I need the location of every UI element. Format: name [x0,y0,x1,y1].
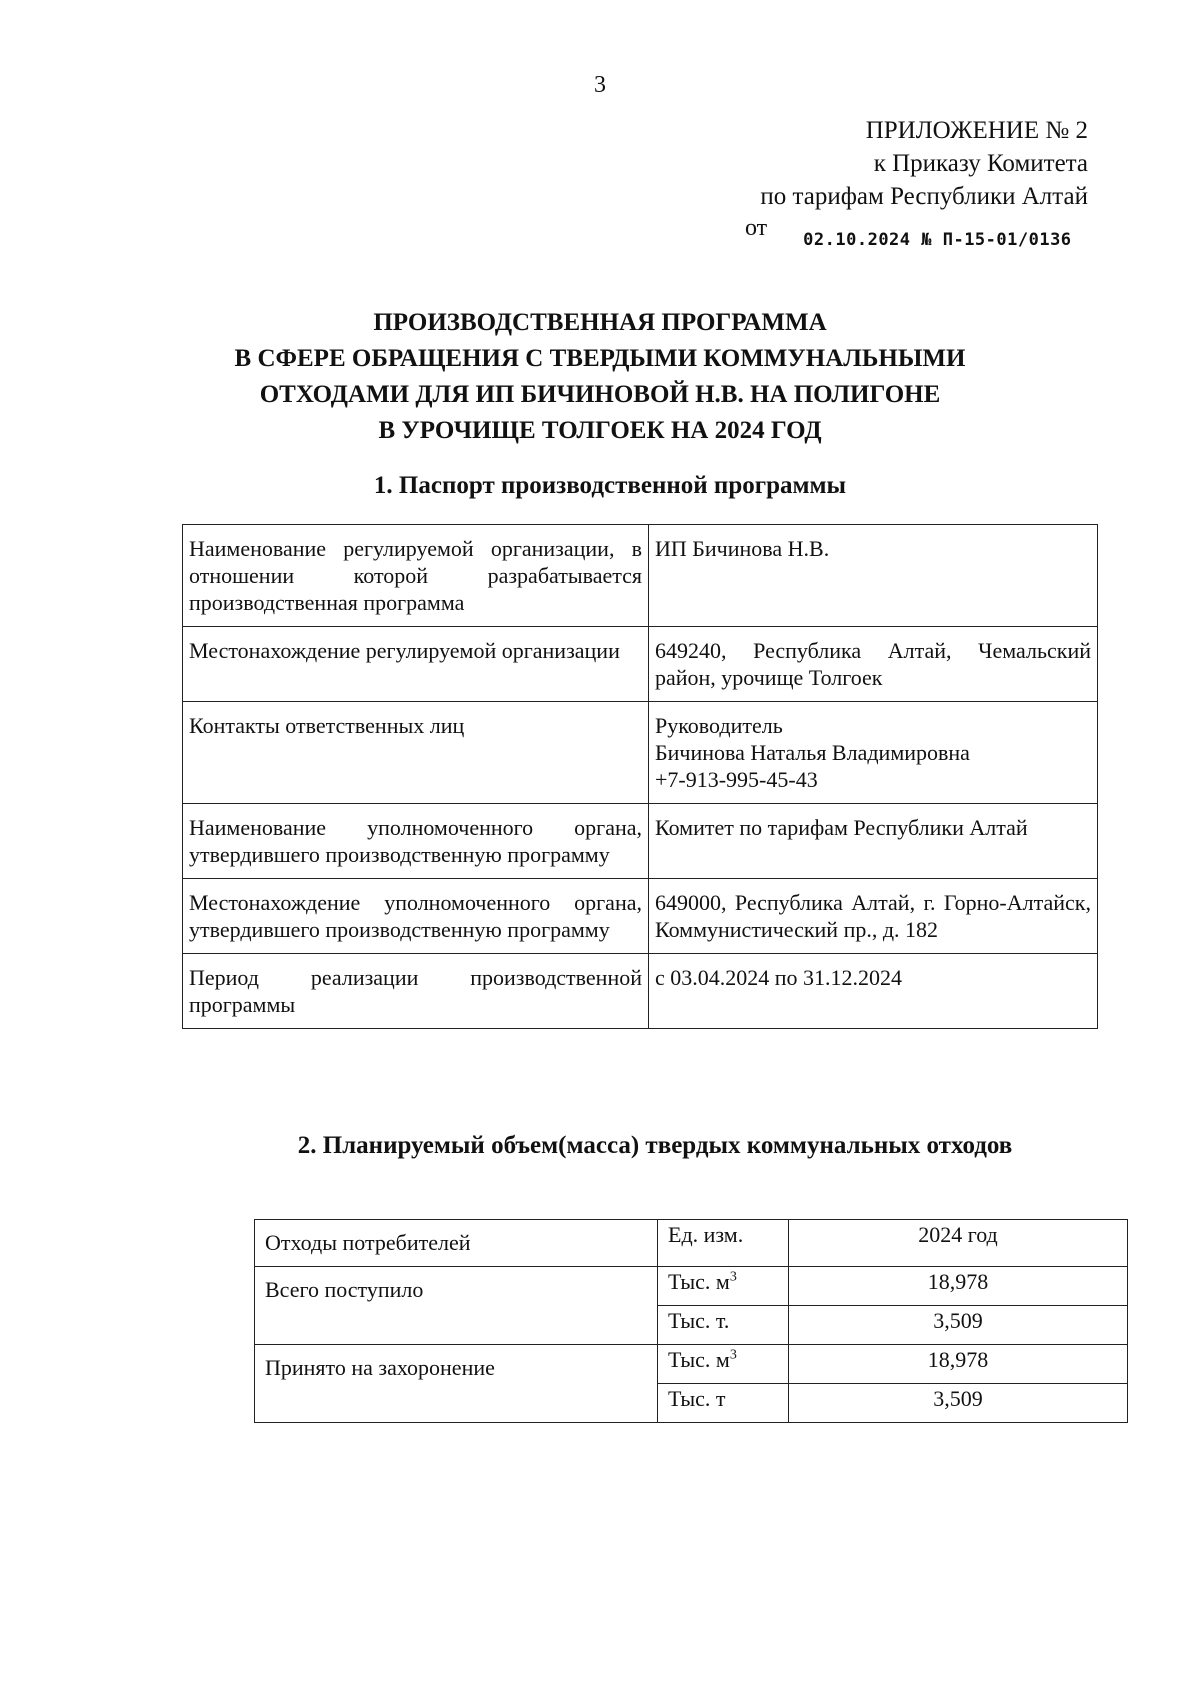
category-cell: Принято на захоронение [255,1345,658,1423]
title-line-1: ПРОИЗВОДСТВЕННАЯ ПРОГРАММА [373,309,827,336]
table-row [183,879,1098,954]
passport-label: Период реализации производственной программы [183,954,649,1029]
unit-cell [658,1267,789,1306]
table-row [183,804,1098,879]
contact-name: Бичинова Наталья Владимировна [655,740,970,765]
volume-table [254,1219,1128,1423]
passport-label: Наименование регулируемой организации, в отношении которой разрабатывается производственная программа [183,525,649,627]
appendix-committee: по тарифам Республики Алтай [760,183,1088,210]
table-row [183,627,1098,702]
header-year: 2024 год [789,1220,1128,1267]
passport-value: с 03.04.2024 по 31.12.2024 [649,954,1098,1029]
date-stamp: 02.10.2024 № П-15-01/0136 [803,230,1072,250]
order-date-row [745,215,1072,250]
unit-cell: Тыс. т. [658,1306,789,1345]
value-cell: 18,978 [789,1267,1128,1306]
table-row [255,1345,1128,1384]
passport-value: 649000, Республика Алтай, г. Горно-Алтайск, Коммунистический пр., д. 182 [649,879,1098,954]
category-cell: Всего поступило [255,1267,658,1345]
header-waste: Отходы потребителей [255,1220,658,1267]
unit-cell [658,1345,789,1384]
value-cell: 18,978 [789,1345,1128,1384]
appendix-header [760,114,1088,213]
unit-text: Тыс. м [668,1269,730,1294]
passport-value: Комитет по тарифам Республики Алтай [649,804,1098,879]
table-header-row [255,1220,1128,1267]
title-line-4: В УРОЧИЩЕ ТОЛГОЕК НА 2024 ГОД [378,417,822,444]
contact-phone: +7-913-995-45-43 [655,767,818,792]
passport-label: Местонахождение регулируемой организации [183,627,649,702]
date-prefix: от [745,215,768,241]
passport-label: Контакты ответственных лиц [183,702,649,804]
passport-table [182,524,1098,1029]
title-line-2: В СФЕРЕ ОБРАЩЕНИЯ С ТВЕРДЫМИ КОММУНАЛЬНЫМИ [234,345,966,372]
passport-contacts [649,702,1098,804]
value-cell: 3,509 [789,1384,1128,1423]
unit-superscript: 3 [729,1269,737,1285]
passport-label: Местонахождение уполномоченного органа, утвердившего производственную программу [183,879,649,954]
table-row [183,525,1098,627]
passport-value: 649240, Республика Алтай, Чемальский район, урочище Толгоек [649,627,1098,702]
table-row [183,954,1098,1029]
table-row [183,702,1098,804]
unit-superscript: 3 [729,1347,737,1363]
title-line-3: ОТХОДАМИ ДЛЯ ИП БИЧИНОВОЙ Н.В. НА ПОЛИГОНЕ [259,381,941,408]
passport-label: Наименование уполномоченного органа, утвердившего производственную программу [183,804,649,879]
passport-value: ИП Бичинова Н.В. [649,525,1098,627]
unit-cell: Тыс. т [658,1384,789,1423]
contact-role: Руководитель [655,713,783,738]
value-cell: 3,509 [789,1306,1128,1345]
document-title [0,305,1200,449]
page-number: 3 [594,72,606,98]
volume-heading: 2. Планируемый объем(масса) твердых коммунальных отходов [297,1132,1013,1159]
table-row [255,1267,1128,1306]
passport-heading: 1. Паспорт производственной программы [373,472,847,499]
unit-text: Тыс. м [668,1347,730,1372]
header-unit: Ед. изм. [658,1220,789,1267]
appendix-title: ПРИЛОЖЕНИЕ № 2 [865,117,1088,144]
appendix-order-ref: к Приказу Комитета [873,150,1088,177]
